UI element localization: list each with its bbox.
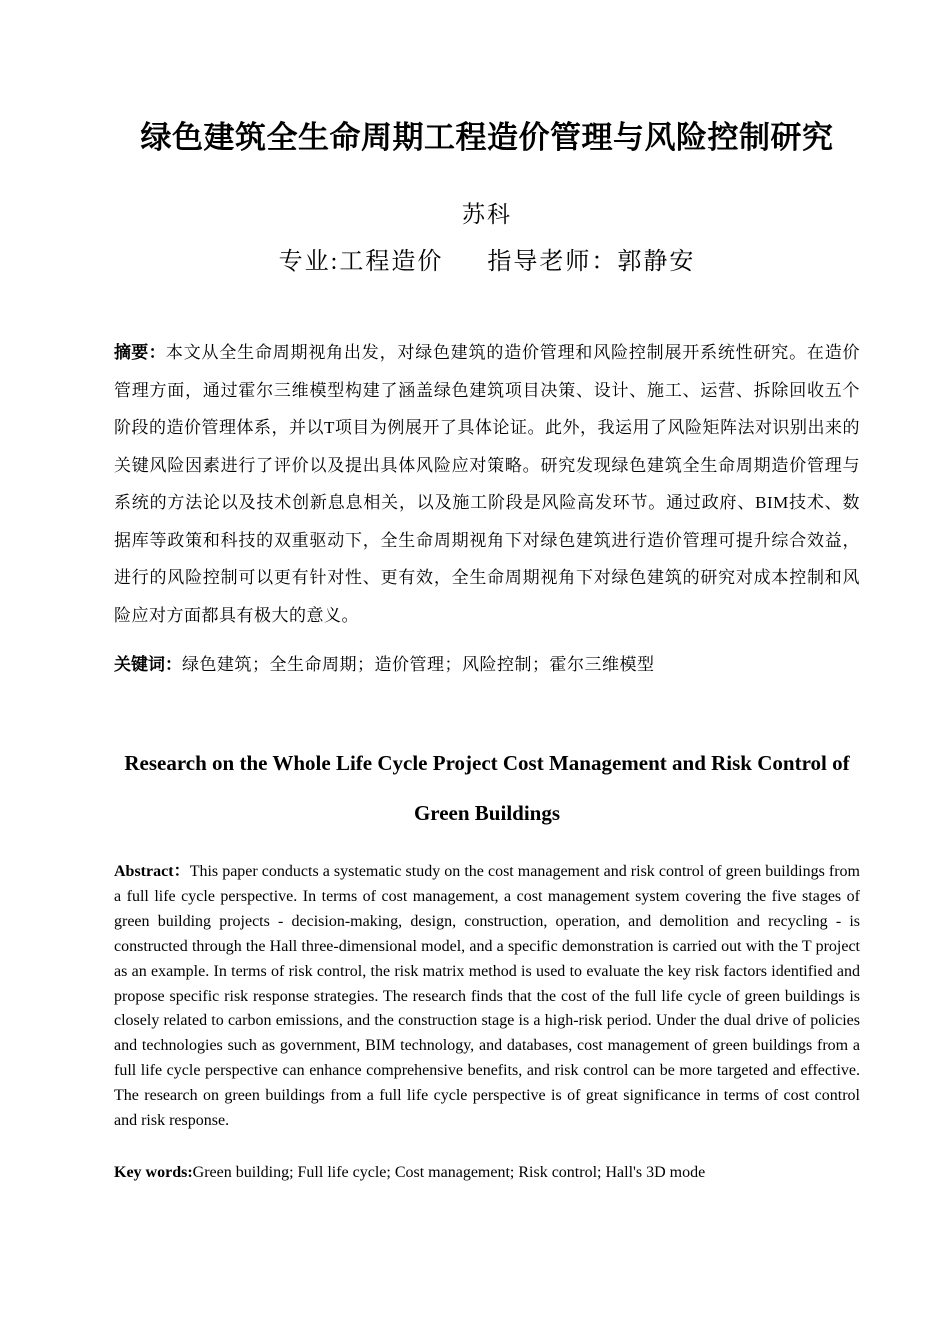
keywords-english-text: Green building; Full life cycle; Cost management; Risk control; Hall's 3D mode — [192, 1163, 706, 1181]
advisor-label: 指导老师： — [487, 249, 618, 275]
major-label: 专业: — [278, 249, 340, 275]
page-title-chinese: 绿色建筑全生命周期工程造价管理与风险控制研究 — [140, 120, 834, 155]
keywords-chinese — [114, 650, 860, 680]
keywords-english — [114, 1160, 860, 1185]
abstract-chinese — [114, 334, 860, 634]
major-field — [279, 249, 444, 275]
advisor-value: 郭静安 — [617, 249, 696, 275]
page-title-english: Research on the Whole Life Cycle Project Cost Management and Risk Control of Green Buildings — [124, 751, 850, 825]
author-name: 苏科 — [462, 202, 512, 227]
advisor-field — [487, 249, 695, 275]
keywords-english-label: Key words: — [114, 1163, 193, 1181]
major-value: 工程造价 — [339, 249, 444, 275]
abstract-english-label: Abstract： — [114, 863, 190, 880]
keywords-chinese-label: 关键词： — [114, 655, 182, 674]
keywords-chinese-text: 绿色建筑；全生命周期；造价管理；风险控制；霍尔三维模型 — [182, 655, 655, 674]
abstract-chinese-text: 本文从全生命周期视角出发，对绿色建筑的造价管理和风险控制展开系统性研究。在造价管理方面，通过霍尔三维模型构建了涵盖绿色建筑项目决策、设计、施工、运营、拆除回收五个阶段的造价管理体系，并以T项目为例展开了具体论证。此外，我运用了风险矩阵法对识别出来的关键风险因素进行了评价以及提出具体风险应对策略。研究发现绿色建筑全生命周期造价管理与系统的方法论以及技术创新息息相关，以及施工阶段是风险高发环节。通过政府、BIM技术、数据库等政策和科技的双重驱动下，全生命周期视角下对绿色建筑进行造价管理可提升综合效益，进行的风险控制可以更有针对性、更有效，全生命周期视角下对绿色建筑的研究对成本控制和风险应对方面都具有极大的意义。 — [114, 343, 861, 625]
abstract-chinese-label: 摘要： — [114, 343, 166, 362]
byline — [114, 246, 860, 278]
abstract-english — [114, 860, 860, 1134]
abstract-english-text: This paper conducts a systematic study on the cost management and risk control of green buildings from a full life cycle perspective. In terms of cost management, a cost management system covering the five stages of green building projects - decision-making, design, construction, operation, and demolition and recycling - is constructed through the Hall three-dimensional model, and a specific demonstration is carried out with the T project as an example. In terms of risk control, the risk matrix method is used to evaluate the key risk factors identified and propose specific risk response strategies. The research finds that the cost of the full life cycle of green buildings is closely related to carbon emissions, and the construction stage is a high-risk period. Under the dual drive of policies and technologies such as government, BIM technology, and databases, cost management of green buildings from a full life cycle perspective can enhance comprehensive benefits, and risk control can be more targeted and effective. The research on green buildings from a full life cycle perspective is of great significance in terms of cost control and risk response. — [114, 863, 860, 1130]
